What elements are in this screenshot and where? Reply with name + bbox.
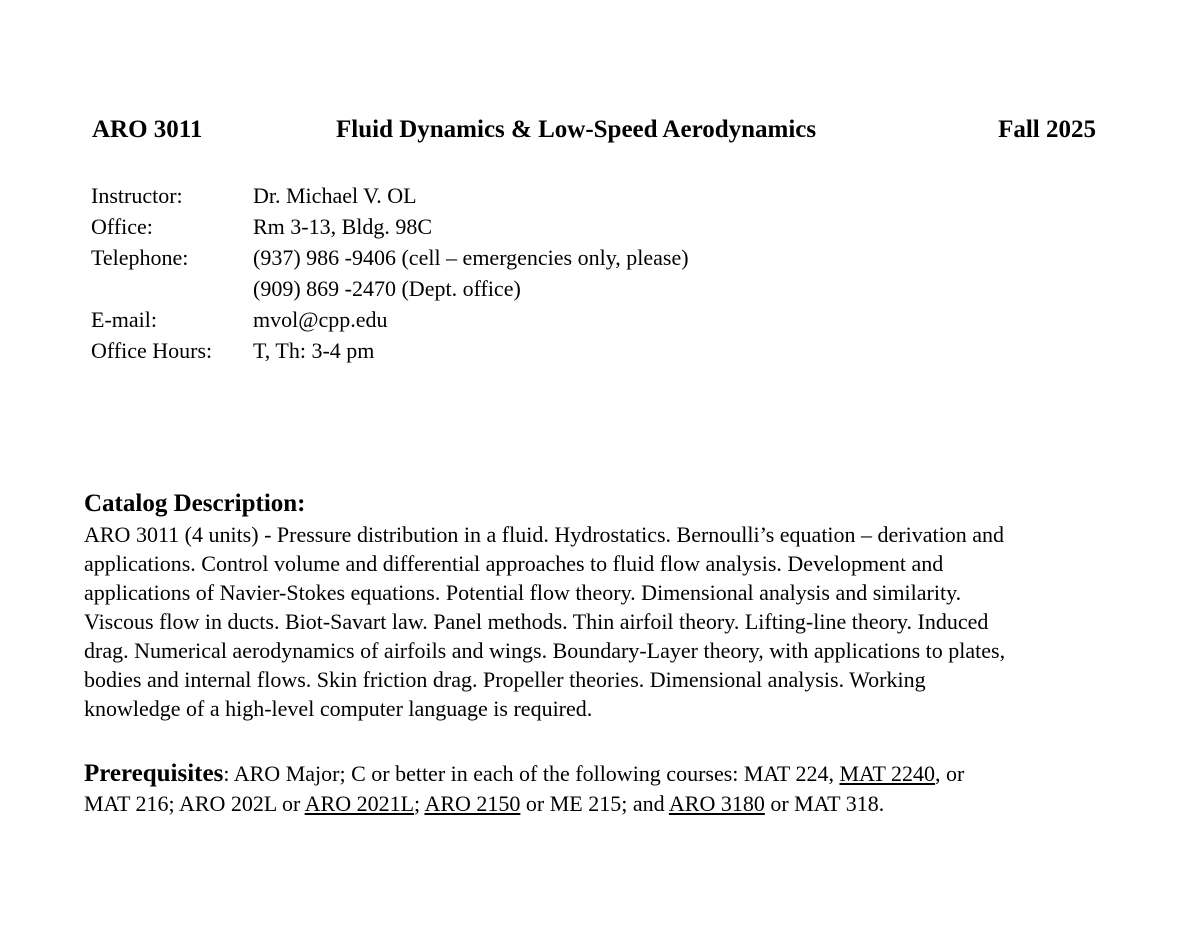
catalog-line: knowledge of a high-level computer language is required.	[84, 696, 593, 721]
info-label: Office:	[91, 214, 153, 239]
info-row-office-hours	[91, 335, 689, 366]
catalog-line: bodies and internal flows. Skin friction drag. Propeller theories. Dimensional analysis. Working	[84, 667, 926, 692]
email-address: mvol@cpp.edu	[253, 307, 388, 332]
catalog-heading: Catalog Description:	[84, 490, 306, 517]
prereq-text: : ARO Major; C or better in each of the following courses: MAT 224,	[223, 761, 840, 786]
info-label: Office Hours:	[91, 338, 213, 363]
catalog-line: applications of Navier-Stokes equations. Potential flow theory. Dimensional analysis and similarity.	[84, 580, 962, 605]
course-link-aro-2021l[interactable]: ARO 2021L	[304, 791, 415, 816]
info-row-instructor	[91, 180, 689, 211]
course-code: ARO 3011	[92, 116, 203, 143]
catalog-line: applications. Control volume and differential approaches to fluid flow analysis. Development and	[84, 551, 944, 576]
semester: Fall 2025	[998, 116, 1096, 143]
catalog-line: drag. Numerical aerodynamics of airfoils and wings. Boundary-Layer theory, with applications to plates,	[84, 638, 1006, 663]
prereq-text: MAT 216; ARO 202L or	[84, 791, 305, 816]
course-link-mat-2240[interactable]: MAT 2240	[839, 761, 936, 786]
cell-phone: (937) 986 -9406 (cell – emergencies only, please)	[253, 245, 689, 270]
info-label: Instructor:	[91, 183, 183, 208]
info-label: E-mail:	[91, 307, 157, 332]
info-row-telephone	[91, 242, 689, 273]
instructor-info	[91, 180, 689, 366]
prereq-text: ;	[414, 791, 425, 816]
catalog-description	[84, 520, 1124, 723]
catalog-line: ARO 3011 (4 units) - Pressure distribution in a fluid. Hydrostatics. Bernoulli’s equation – derivation and	[84, 522, 1005, 547]
syllabus-header	[0, 116, 1200, 148]
prereq-label: Prerequisites	[84, 760, 224, 787]
prereq-line-2	[84, 789, 1124, 819]
course-link-aro-2150[interactable]: ARO 2150	[424, 791, 521, 816]
info-label	[91, 273, 253, 304]
catalog-line: Viscous flow in ducts. Biot-Savart law. Panel methods. Thin airfoil theory. Lifting-line theory. Induced	[84, 609, 989, 634]
prereq-text: , or	[935, 761, 965, 786]
info-label: Telephone:	[91, 245, 189, 270]
prereq-line-1	[84, 759, 1124, 789]
prereq-text: or MAT 318.	[764, 791, 885, 816]
info-row-telephone-2	[91, 273, 689, 304]
prerequisites	[84, 759, 1124, 819]
dept-phone: (909) 869 -2470 (Dept. office)	[253, 276, 521, 301]
prereq-text: or ME 215; and	[520, 791, 669, 816]
info-row-email	[91, 304, 689, 335]
info-row-office	[91, 211, 689, 242]
course-link-aro-3180[interactable]: ARO 3180	[668, 791, 765, 816]
course-title: Fluid Dynamics & Low-Speed Aerodynamics	[336, 116, 817, 143]
office-location: Rm 3-13, Bldg. 98C	[253, 214, 433, 239]
instructor-name: Dr. Michael V. OL	[253, 183, 417, 208]
office-hours: T, Th: 3-4 pm	[253, 338, 375, 363]
